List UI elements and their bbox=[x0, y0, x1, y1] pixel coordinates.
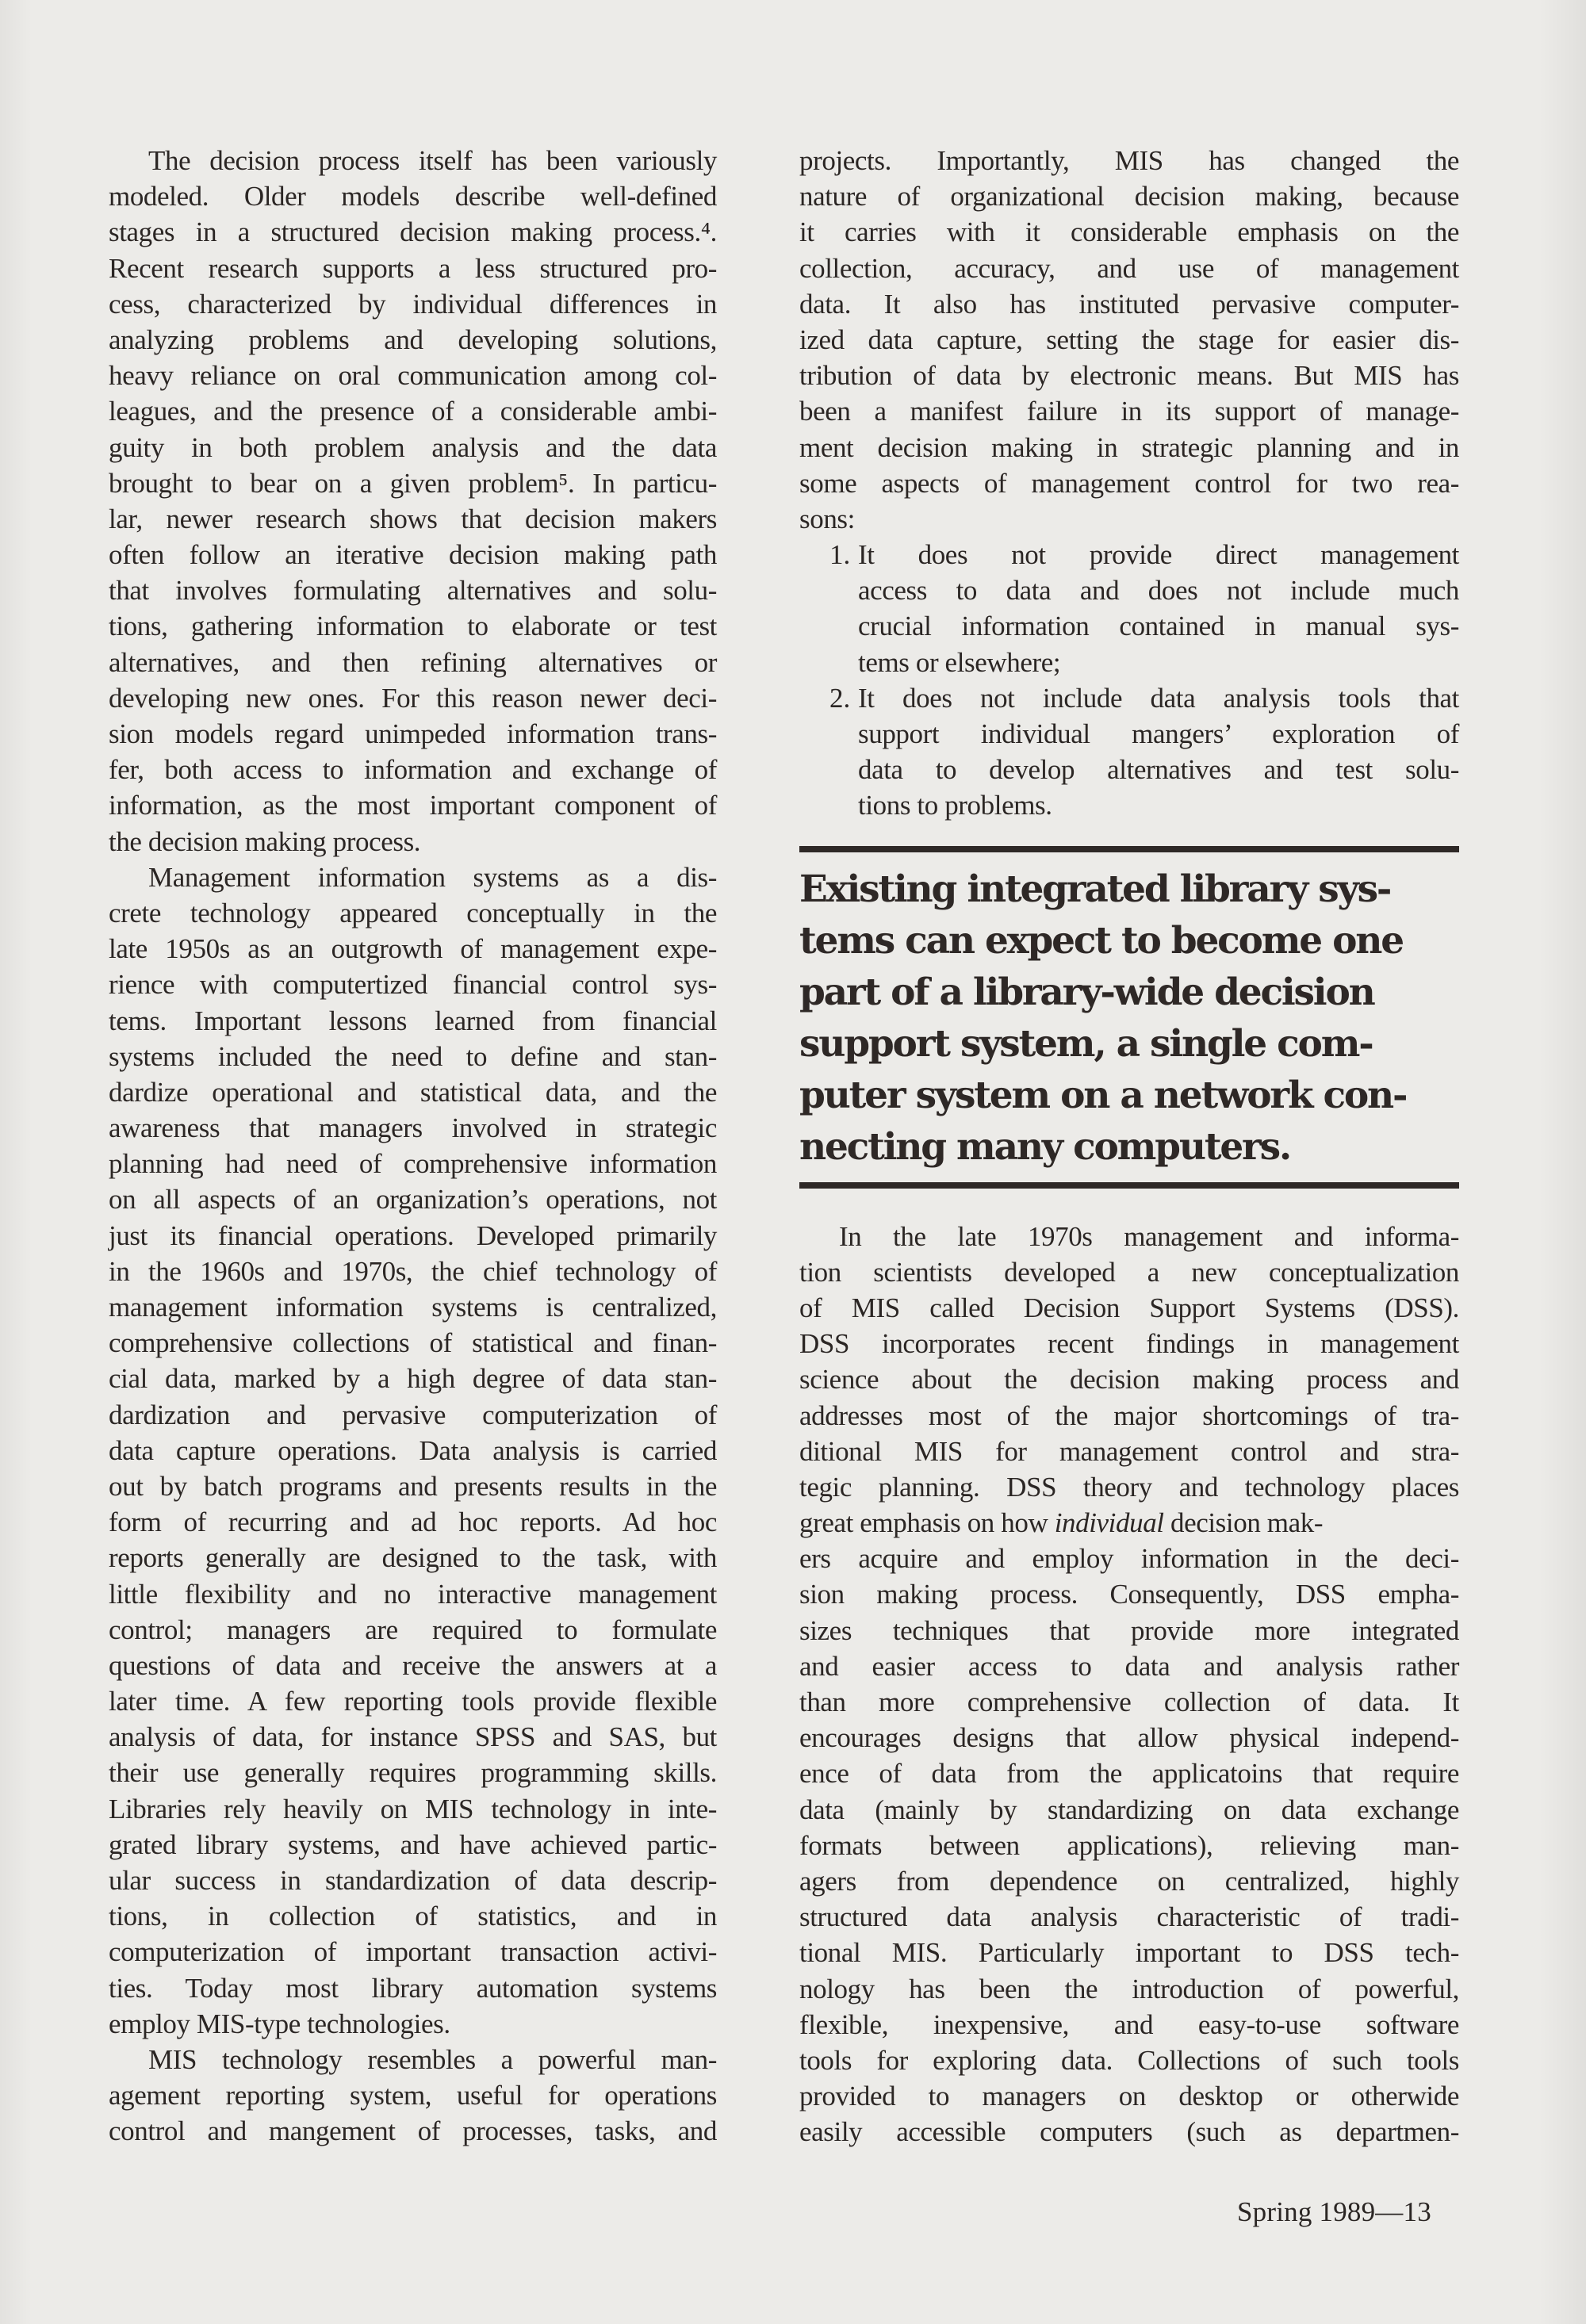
text-line: Recent research supports a less structured pro- bbox=[109, 252, 717, 284]
text-line: planning had need of comprehensive information bbox=[109, 1148, 717, 1180]
text-line: formats between applications), relieving man- bbox=[799, 1829, 1459, 1861]
text-line: tems. Important lessons learned from financial bbox=[109, 1005, 717, 1036]
text-line: fer, both access to information and exchange of bbox=[109, 754, 717, 786]
text-line: tegic planning. DSS theory and technology places bbox=[799, 1471, 1459, 1503]
text-line: crete technology appeared conceptually in the bbox=[109, 897, 717, 928]
text-line: cial data, marked by a high degree of data stan- bbox=[109, 1363, 717, 1395]
text-line: tion scientists developed a new conceptualization bbox=[799, 1256, 1459, 1288]
text-line: rience with computertized financial control sys- bbox=[109, 969, 717, 1001]
text-line: ment decision making in strategic planning and in bbox=[799, 431, 1459, 463]
text-line: developing new ones. For this reason newer deci- bbox=[109, 682, 717, 714]
text-line: form of recurring and ad hoc reports. Ad hoc bbox=[109, 1507, 717, 1538]
text-line: heavy reliance on oral communication among col- bbox=[109, 360, 717, 392]
text-line: little flexibility and no interactive management bbox=[109, 1578, 717, 1610]
text-line: nology has been the introduction of powerful, bbox=[799, 1973, 1459, 2004]
list-number: 2. bbox=[829, 682, 851, 714]
text-line: stages in a structured decision making process.⁴. bbox=[109, 216, 717, 248]
text-line: modeled. Older models describe well-defined bbox=[109, 181, 717, 212]
list-item bbox=[799, 537, 1459, 680]
text-line: It does not include data analysis tools that bbox=[858, 682, 1459, 714]
text-line-with-emphasis bbox=[799, 1505, 1459, 1541]
text-line: their use generally requires programming skills. bbox=[109, 1757, 717, 1789]
text-line: encourages designs that allow physical independ- bbox=[799, 1722, 1459, 1754]
emphasis-individual: individual bbox=[1054, 1507, 1164, 1539]
text-line: comprehensive collections of statistical and finan- bbox=[109, 1327, 717, 1359]
paragraph-mis-reporting bbox=[109, 2042, 717, 2150]
text-line: sion models regard unimpeded information trans- bbox=[109, 718, 717, 749]
text-line: addresses most of the major shortcomings of tra- bbox=[799, 1399, 1459, 1431]
text-segment: great emphasis on how bbox=[799, 1507, 1055, 1539]
issue-label: Spring 1989 bbox=[1237, 2196, 1376, 2227]
text-line: agers from dependence on centralized, highly bbox=[799, 1865, 1459, 1897]
text-line: crucial information contained in manual sys- bbox=[858, 611, 1459, 642]
text-line: MIS technology resembles a powerful man- bbox=[148, 2043, 717, 2075]
text-line: information, as the most important component of bbox=[109, 790, 717, 821]
text-line: analysis of data, for instance SPSS and SAS, but bbox=[109, 1721, 717, 1753]
text-line: flexible, inexpensive, and easy-to-use software bbox=[799, 2008, 1459, 2040]
text-line: leagues, and the presence of a considerable ambi- bbox=[109, 396, 717, 427]
text-line: ized data capture, setting the stage for easier dis- bbox=[799, 324, 1459, 355]
pull-quote-line: Existing integrated library sys- bbox=[799, 867, 1391, 911]
pull-quote-line: puter system on a network con- bbox=[799, 1073, 1407, 1117]
pull-quote bbox=[799, 852, 1459, 1182]
pull-quote-bottom-rule bbox=[799, 1182, 1459, 1189]
text-line: science about the decision making process and bbox=[799, 1364, 1459, 1396]
text-line: collection, accuracy, and use of management bbox=[799, 252, 1459, 284]
text-line: brought to bear on a given problem⁵. In particu- bbox=[109, 467, 717, 499]
text-line: tools for exploring data. Collections of such tools bbox=[799, 2044, 1459, 2076]
text-line: ence of data from the applicatoins that require bbox=[799, 1758, 1459, 1790]
text-line: awareness that managers involved in strategic bbox=[109, 1112, 717, 1144]
right-column bbox=[799, 143, 1459, 2150]
text-line: tions to problems. bbox=[858, 790, 1052, 821]
text-line: projects. Importantly, MIS has changed the bbox=[799, 145, 1459, 176]
text-line: lar, newer research shows that decision makers bbox=[109, 503, 717, 534]
text-line: tems or elsewhere; bbox=[858, 646, 1061, 678]
text-line: cess, characterized by individual differences in bbox=[109, 288, 717, 320]
pull-quote-line: tems can expect to become one bbox=[799, 918, 1403, 963]
text-line: ditional MIS for management control and stra- bbox=[799, 1435, 1459, 1467]
text-line: access to data and does not include much bbox=[858, 575, 1459, 607]
text-line: later time. A few reporting tools provide flexible bbox=[109, 1686, 717, 1717]
text-line: sons: bbox=[799, 503, 855, 534]
text-line: control and mangement of processes, tasks, and bbox=[109, 2115, 717, 2147]
text-line: sion making process. Consequently, DSS empha- bbox=[799, 1579, 1459, 1610]
text-line: computerization of important transaction activi- bbox=[109, 1936, 717, 1968]
pull-quote-line: necting many computers. bbox=[799, 1124, 1291, 1169]
text-line: Management information systems as a dis- bbox=[148, 861, 717, 893]
text-line: questions of data and receive the answers at a bbox=[109, 1649, 717, 1681]
text-line: some aspects of management control for two rea- bbox=[799, 467, 1459, 499]
text-line: the decision making process. bbox=[109, 825, 421, 857]
text-line: nature of organizational decision making, because bbox=[799, 181, 1459, 212]
text-line: employ MIS-type technologies. bbox=[109, 2008, 450, 2039]
text-line: in the 1960s and 1970s, the chief technology of bbox=[109, 1255, 717, 1287]
text-line: often follow an iterative decision making path bbox=[109, 539, 717, 571]
text-line: and easier access to data and analysis rather bbox=[799, 1650, 1459, 1682]
footer-separator: — bbox=[1375, 2196, 1404, 2227]
text-line: provided to managers on desktop or otherwide bbox=[799, 2081, 1459, 2112]
page-number: 13 bbox=[1403, 2196, 1431, 2227]
text-line: grated library systems, and have achieved partic- bbox=[109, 1828, 717, 1860]
text-line: It does not provide direct management bbox=[858, 539, 1459, 571]
paragraph-decision-process bbox=[109, 143, 717, 860]
text-line: tional MIS. Particularly important to DSS tech- bbox=[799, 1937, 1459, 1969]
text-segment: decision mak- bbox=[1163, 1507, 1324, 1539]
text-line: data. It also has instituted pervasive computer- bbox=[799, 288, 1459, 320]
pull-quote-line: support system, a single com- bbox=[799, 1021, 1373, 1066]
text-line: data capture operations. Data analysis is carried bbox=[109, 1434, 717, 1466]
pull-quote-line: part of a library-wide decision bbox=[799, 970, 1374, 1014]
text-line: late 1950s as an outgrowth of management expe- bbox=[109, 933, 717, 965]
text-line: dardization and pervasive computerization of bbox=[109, 1399, 717, 1430]
text-line: data to develop alternatives and test solu- bbox=[858, 754, 1459, 786]
page-footer bbox=[1237, 2196, 1431, 2228]
text-line: The decision process itself has been variously bbox=[148, 145, 717, 176]
text-line: management information systems is centralized, bbox=[109, 1292, 717, 1323]
paragraph-mis-history bbox=[109, 860, 717, 2042]
paragraph-mis-failure bbox=[799, 143, 1459, 537]
text-line: been a manifest failure in its support of manage- bbox=[799, 396, 1459, 427]
text-line: guity in both problem analysis and the data bbox=[109, 431, 717, 463]
text-line: sizes techniques that provide more integrated bbox=[799, 1614, 1459, 1646]
text-line: out by batch programs and presents results in the bbox=[109, 1470, 717, 1502]
list-item bbox=[799, 680, 1459, 824]
left-column bbox=[109, 143, 717, 2150]
text-line: that involves formulating alternatives and solu- bbox=[109, 575, 717, 607]
list-number: 1. bbox=[829, 539, 851, 571]
text-line: it carries with it considerable emphasis on the bbox=[799, 216, 1459, 248]
text-line: than more comprehensive collection of data. It bbox=[799, 1687, 1459, 1717]
text-line: on all aspects of an organization’s operations, not bbox=[109, 1184, 717, 1216]
text-line: data (mainly by standardizing on data exchange bbox=[799, 1794, 1459, 1825]
text-line: just its financial operations. Developed primarily bbox=[109, 1219, 717, 1251]
text-line: ers acquire and employ information in the deci- bbox=[799, 1543, 1459, 1575]
text-line: alternatives, and then refining alternatives or bbox=[109, 646, 717, 678]
text-line: In the late 1970s management and informa- bbox=[839, 1220, 1459, 1252]
text-line: tions, in collection of statistics, and in bbox=[109, 1901, 717, 1932]
reasons-list bbox=[799, 537, 1459, 824]
text-line: tions, gathering information to elaborate or test bbox=[109, 611, 717, 642]
text-line: support individual mangers’ exploration of bbox=[858, 718, 1459, 749]
text-line: structured data analysis characteristic of tradi- bbox=[799, 1901, 1459, 1933]
pull-quote-top-rule bbox=[799, 846, 1459, 852]
text-line: analyzing problems and developing solutions, bbox=[109, 324, 717, 355]
text-line: ular success in standardization of data descrip- bbox=[109, 1865, 717, 1896]
paragraph-dss bbox=[799, 1219, 1459, 2150]
text-line: ties. Today most library automation systems bbox=[109, 1972, 717, 2004]
text-line: of MIS called Decision Support Systems (DSS). bbox=[799, 1292, 1459, 1323]
text-line: agement reporting system, useful for operations bbox=[109, 2080, 717, 2112]
text-line: Libraries rely heavily on MIS technology in inte- bbox=[109, 1793, 717, 1824]
text-line: dardize operational and statistical data, and the bbox=[109, 1076, 717, 1108]
text-line: easily accessible computers (such as departmen- bbox=[799, 2116, 1459, 2148]
text-line: systems included the need to define and stan- bbox=[109, 1040, 717, 1072]
text-line: reports generally are designed to the task, with bbox=[109, 1542, 717, 1574]
text-line: control; managers are required to formulate bbox=[109, 1614, 717, 1645]
text-line: tribution of data by electronic means. But MIS has bbox=[799, 360, 1459, 392]
text-line: DSS incorporates recent findings in management bbox=[799, 1328, 1459, 1360]
